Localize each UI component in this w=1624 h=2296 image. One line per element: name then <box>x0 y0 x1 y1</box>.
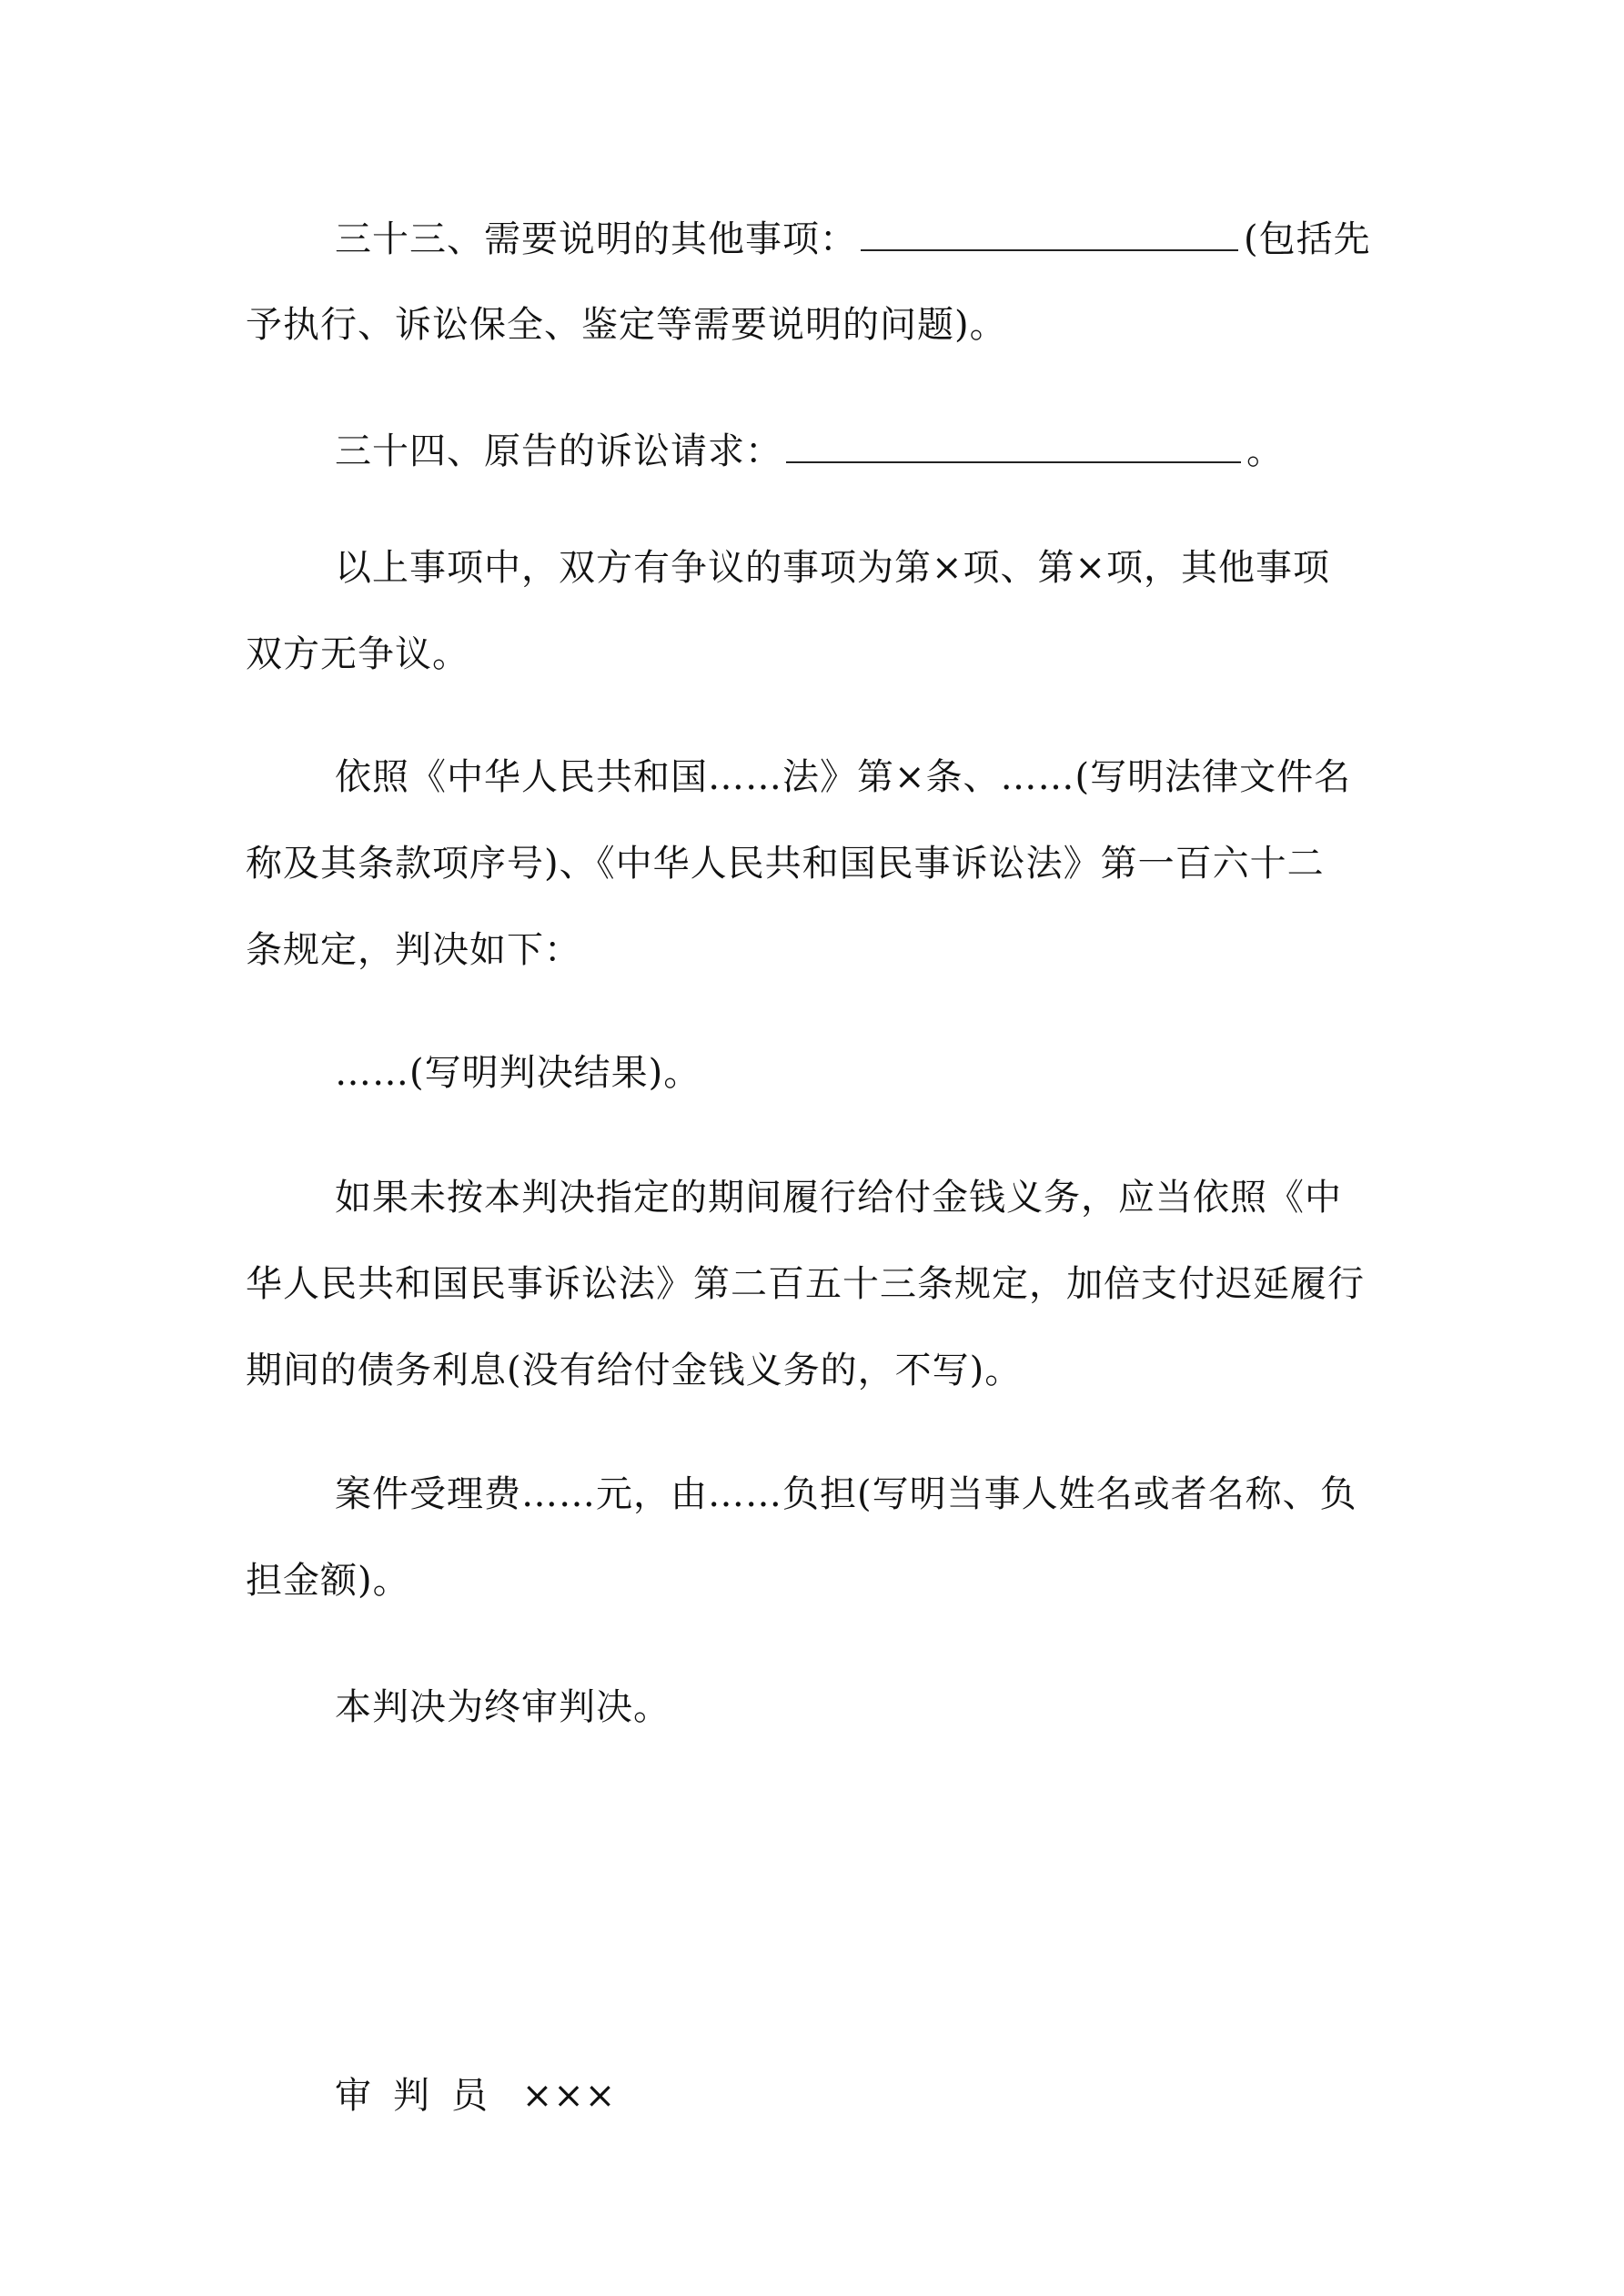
item-33-line-2: 予执行、诉讼保全、鉴定等需要说明的问题)。 <box>246 304 1007 346</box>
interest-line-2: 华人民共和国民事诉讼法》第二百五十三条规定，加倍支付迟延履行 <box>246 1263 1365 1305</box>
basis-line-2: 称及其条款项序号)、《中华人民共和国民事诉讼法》第一百六十二 <box>246 843 1325 885</box>
fee-line-1: 案件受理费……元，由……负担(写明当事人姓名或者名称、负 <box>335 1473 1357 1515</box>
item-34-blank <box>786 429 1241 463</box>
judge-name: ××× <box>521 2075 617 2117</box>
item-33-suffix: (包括先 <box>1244 218 1371 260</box>
interest-line-3: 期间的债务利息(没有给付金钱义务的，不写)。 <box>246 1350 1023 1391</box>
dispute-line-1: 以上事项中，双方有争议的事项为第×项、第×项，其他事项 <box>335 547 1331 589</box>
dispute-line-2: 双方无争议。 <box>246 633 469 675</box>
result-line: ……(写明判决结果)。 <box>335 1052 701 1094</box>
item-34-prefix: 三十四、原告的诉讼请求： <box>335 430 782 472</box>
basis-line-3: 条规定，判决如下： <box>246 929 581 971</box>
judge-label: 审判员 <box>335 2075 509 2117</box>
final-judgment-line: 本判决为终审判决。 <box>335 1686 671 1728</box>
signature-line <box>335 2074 1481 2118</box>
basis-line-1: 依照《中华人民共和国……法》第×条、……(写明法律文件名 <box>335 756 1352 798</box>
interest-line-1: 如果未按本判决指定的期间履行给付金钱义务，应当依照《中 <box>335 1177 1342 1219</box>
item-33-blank <box>861 217 1238 251</box>
fee-line-2: 担金额)。 <box>246 1560 410 1602</box>
item-33-line-1 <box>335 217 1481 261</box>
item-33-prefix: 三十三、需要说明的其他事项： <box>335 218 857 260</box>
item-34-line <box>335 429 1481 473</box>
item-34-suffix: 。 <box>1246 430 1284 472</box>
